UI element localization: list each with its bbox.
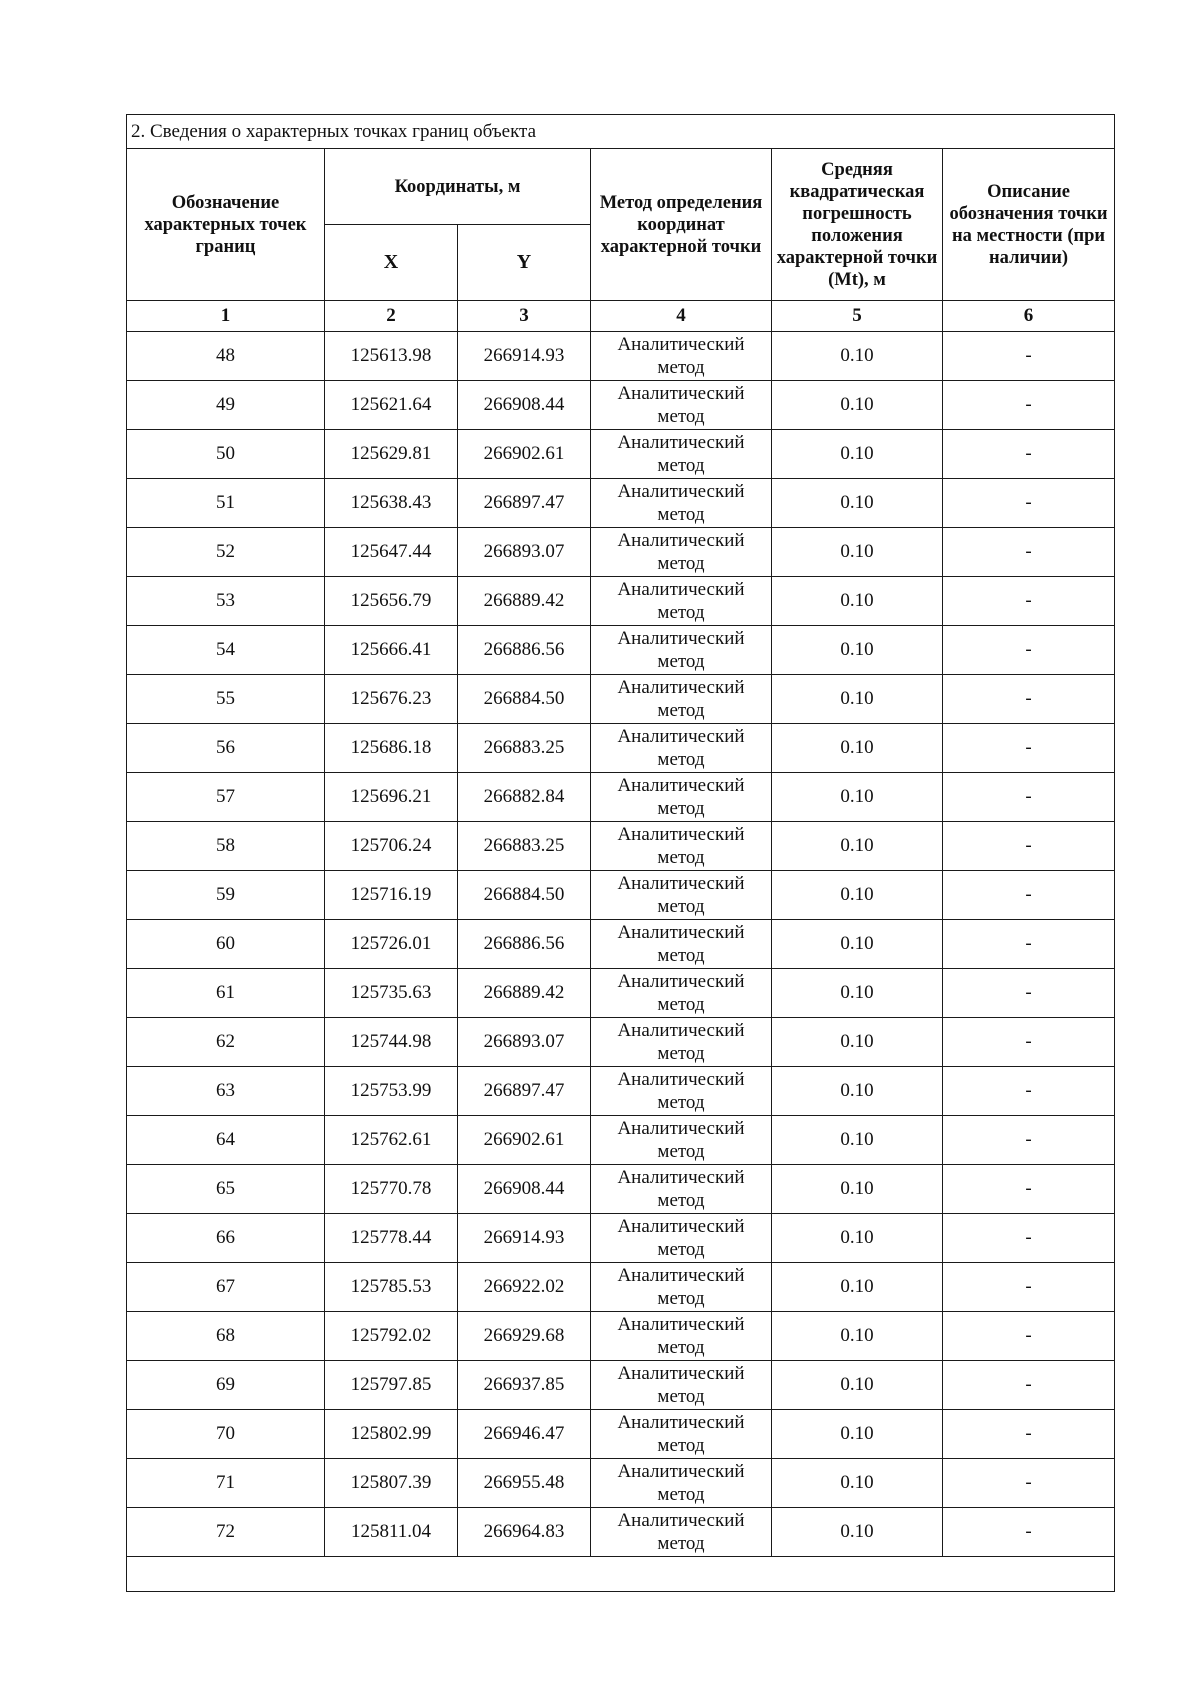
method-line-1: Аналитический	[617, 1314, 745, 1335]
table-row	[127, 969, 1115, 1018]
method-cell	[591, 871, 772, 920]
description-cell: -	[943, 332, 1115, 381]
method-line-2: метод	[657, 896, 705, 917]
table-row	[127, 1214, 1115, 1263]
mean-error-cell: 0.10	[772, 1459, 943, 1508]
method-text	[617, 480, 744, 526]
method-text	[617, 1264, 744, 1310]
method-line-2: метод	[657, 945, 705, 966]
method-text	[617, 382, 744, 428]
y-coordinate-cell: 266884.50	[458, 871, 591, 920]
y-coordinate-cell: 266883.25	[458, 724, 591, 773]
method-line-2: метод	[657, 1484, 705, 1505]
y-coordinate-cell: 266908.44	[458, 1165, 591, 1214]
mean-error-cell: 0.10	[772, 1263, 943, 1312]
description-cell: -	[943, 871, 1115, 920]
method-cell	[591, 1508, 772, 1557]
method-line-2: метод	[657, 553, 705, 574]
description-cell: -	[943, 577, 1115, 626]
point-id-cell: 55	[127, 675, 325, 724]
method-line-1: Аналитический	[617, 922, 745, 943]
method-text	[617, 970, 744, 1016]
method-cell	[591, 1018, 772, 1067]
method-line-1: Аналитический	[617, 824, 745, 845]
method-text	[617, 627, 744, 673]
mean-error-cell: 0.10	[772, 332, 943, 381]
point-id-cell: 68	[127, 1312, 325, 1361]
point-id-cell: 64	[127, 1116, 325, 1165]
mean-error-cell: 0.10	[772, 773, 943, 822]
mean-error-cell: 0.10	[772, 1165, 943, 1214]
x-coordinate-cell: 125785.53	[325, 1263, 458, 1312]
method-text	[617, 1313, 744, 1359]
x-coordinate-cell: 125629.81	[325, 430, 458, 479]
method-cell	[591, 1263, 772, 1312]
mean-error-cell: 0.10	[772, 675, 943, 724]
table-row	[127, 1361, 1115, 1410]
method-text	[617, 774, 744, 820]
method-text	[617, 1215, 744, 1261]
method-line-2: метод	[657, 798, 705, 819]
point-id-cell: 56	[127, 724, 325, 773]
method-line-1: Аналитический	[617, 334, 745, 355]
method-text	[617, 676, 744, 722]
table-row	[127, 1165, 1115, 1214]
x-coordinate-cell: 125638.43	[325, 479, 458, 528]
y-coordinate-cell: 266883.25	[458, 822, 591, 871]
column-numbers-row	[127, 301, 1115, 332]
description-cell: -	[943, 1361, 1115, 1410]
description-cell: -	[943, 1263, 1115, 1312]
description-cell: -	[943, 381, 1115, 430]
method-line-1: Аналитический	[617, 1069, 745, 1090]
method-text	[617, 1411, 744, 1457]
method-line-1: Аналитический	[617, 677, 745, 698]
table-row	[127, 1459, 1115, 1508]
point-id-cell: 50	[127, 430, 325, 479]
y-coordinate-cell: 266946.47	[458, 1410, 591, 1459]
x-coordinate-cell: 125778.44	[325, 1214, 458, 1263]
method-line-2: метод	[657, 749, 705, 770]
description-cell: -	[943, 1410, 1115, 1459]
mean-error-cell: 0.10	[772, 1067, 943, 1116]
description-cell: -	[943, 430, 1115, 479]
point-id-cell: 53	[127, 577, 325, 626]
y-coordinate-cell: 266902.61	[458, 1116, 591, 1165]
method-line-1: Аналитический	[617, 775, 745, 796]
table-row	[127, 1508, 1115, 1557]
header-mean-error: Средняя квадратическая погрешность положения характерной точки (Mt), м	[772, 149, 943, 301]
method-cell	[591, 969, 772, 1018]
empty-footer-cell	[127, 1557, 1115, 1592]
method-cell	[591, 381, 772, 430]
method-text	[617, 333, 744, 379]
header-point-designation: Обозначение характерных точек границ	[127, 149, 325, 301]
method-cell	[591, 332, 772, 381]
point-id-cell: 72	[127, 1508, 325, 1557]
mean-error-cell: 0.10	[772, 1018, 943, 1067]
y-coordinate-cell: 266882.84	[458, 773, 591, 822]
point-id-cell: 58	[127, 822, 325, 871]
table-row	[127, 479, 1115, 528]
mean-error-cell: 0.10	[772, 1508, 943, 1557]
method-text	[617, 872, 744, 918]
method-cell	[591, 1165, 772, 1214]
mean-error-cell: 0.10	[772, 920, 943, 969]
description-cell: -	[943, 1165, 1115, 1214]
point-id-cell: 54	[127, 626, 325, 675]
table-row	[127, 1067, 1115, 1116]
description-cell: -	[943, 1018, 1115, 1067]
boundary-points-table	[126, 114, 1115, 1592]
method-cell	[591, 479, 772, 528]
description-cell: -	[943, 1067, 1115, 1116]
mean-error-cell: 0.10	[772, 430, 943, 479]
description-cell: -	[943, 626, 1115, 675]
method-cell	[591, 1410, 772, 1459]
method-line-2: метод	[657, 1533, 705, 1554]
method-cell	[591, 577, 772, 626]
method-line-2: метод	[657, 700, 705, 721]
y-coordinate-cell: 266914.93	[458, 1214, 591, 1263]
method-line-2: метод	[657, 994, 705, 1015]
method-line-1: Аналитический	[617, 1510, 745, 1531]
point-id-cell: 52	[127, 528, 325, 577]
y-coordinate-cell: 266884.50	[458, 675, 591, 724]
method-cell	[591, 920, 772, 969]
method-line-1: Аналитический	[617, 432, 745, 453]
table-row	[127, 822, 1115, 871]
point-id-cell: 67	[127, 1263, 325, 1312]
method-line-2: метод	[657, 1141, 705, 1162]
table-row	[127, 528, 1115, 577]
x-coordinate-cell: 125666.41	[325, 626, 458, 675]
description-cell: -	[943, 1116, 1115, 1165]
method-line-2: метод	[657, 1288, 705, 1309]
y-coordinate-cell: 266889.42	[458, 577, 591, 626]
point-id-cell: 51	[127, 479, 325, 528]
method-line-2: метод	[657, 602, 705, 623]
point-id-cell: 70	[127, 1410, 325, 1459]
y-coordinate-cell: 266889.42	[458, 969, 591, 1018]
method-line-1: Аналитический	[617, 1216, 745, 1237]
column-number: 6	[943, 301, 1115, 332]
description-cell: -	[943, 969, 1115, 1018]
method-line-1: Аналитический	[617, 579, 745, 600]
header-coordinates: Координаты, м	[325, 149, 591, 225]
method-cell	[591, 1459, 772, 1508]
method-text	[617, 725, 744, 771]
method-line-2: метод	[657, 1337, 705, 1358]
method-line-1: Аналитический	[617, 1167, 745, 1188]
header-description: Описание обозначения точки на местности (при наличии)	[943, 149, 1115, 301]
table-row	[127, 1263, 1115, 1312]
method-line-1: Аналитический	[617, 1118, 745, 1139]
point-id-cell: 62	[127, 1018, 325, 1067]
method-cell	[591, 1361, 772, 1410]
method-cell	[591, 1214, 772, 1263]
header-x: X	[325, 225, 458, 301]
x-coordinate-cell: 125770.78	[325, 1165, 458, 1214]
method-line-2: метод	[657, 847, 705, 868]
section-title: 2. Сведения о характерных точках границ объекта	[127, 115, 1115, 149]
description-cell: -	[943, 675, 1115, 724]
table-row	[127, 1116, 1115, 1165]
description-cell: -	[943, 724, 1115, 773]
mean-error-cell: 0.10	[772, 1410, 943, 1459]
method-line-1: Аналитический	[617, 530, 745, 551]
y-coordinate-cell: 266897.47	[458, 1067, 591, 1116]
table-row	[127, 1018, 1115, 1067]
description-cell: -	[943, 479, 1115, 528]
mean-error-cell: 0.10	[772, 822, 943, 871]
method-text	[617, 431, 744, 477]
header-y: Y	[458, 225, 591, 301]
x-coordinate-cell: 125613.98	[325, 332, 458, 381]
description-cell: -	[943, 528, 1115, 577]
description-cell: -	[943, 1312, 1115, 1361]
method-line-2: метод	[657, 455, 705, 476]
column-number: 1	[127, 301, 325, 332]
method-text	[617, 1362, 744, 1408]
table-row	[127, 920, 1115, 969]
method-line-1: Аналитический	[617, 1461, 745, 1482]
point-id-cell: 61	[127, 969, 325, 1018]
description-cell: -	[943, 1459, 1115, 1508]
y-coordinate-cell: 266929.68	[458, 1312, 591, 1361]
y-coordinate-cell: 266886.56	[458, 626, 591, 675]
method-line-1: Аналитический	[617, 971, 745, 992]
method-cell	[591, 430, 772, 479]
x-coordinate-cell: 125676.23	[325, 675, 458, 724]
mean-error-cell: 0.10	[772, 1312, 943, 1361]
method-text	[617, 1068, 744, 1114]
method-line-2: метод	[657, 504, 705, 525]
method-text	[617, 823, 744, 869]
x-coordinate-cell: 125706.24	[325, 822, 458, 871]
point-id-cell: 71	[127, 1459, 325, 1508]
method-text	[617, 1460, 744, 1506]
table-row	[127, 773, 1115, 822]
mean-error-cell: 0.10	[772, 479, 943, 528]
x-coordinate-cell: 125807.39	[325, 1459, 458, 1508]
x-coordinate-cell: 125686.18	[325, 724, 458, 773]
method-text	[617, 529, 744, 575]
method-cell	[591, 1067, 772, 1116]
method-line-2: метод	[657, 1435, 705, 1456]
method-line-1: Аналитический	[617, 1363, 745, 1384]
description-cell: -	[943, 773, 1115, 822]
method-line-1: Аналитический	[617, 726, 745, 747]
mean-error-cell: 0.10	[772, 381, 943, 430]
y-coordinate-cell: 266897.47	[458, 479, 591, 528]
table-row	[127, 724, 1115, 773]
x-coordinate-cell: 125762.61	[325, 1116, 458, 1165]
table-body	[127, 332, 1115, 1557]
point-id-cell: 57	[127, 773, 325, 822]
method-line-2: метод	[657, 1239, 705, 1260]
x-coordinate-cell: 125726.01	[325, 920, 458, 969]
description-cell: -	[943, 822, 1115, 871]
method-line-1: Аналитический	[617, 1265, 745, 1286]
method-cell	[591, 822, 772, 871]
mean-error-cell: 0.10	[772, 1116, 943, 1165]
table-row	[127, 1410, 1115, 1459]
method-line-2: метод	[657, 1092, 705, 1113]
point-id-cell: 65	[127, 1165, 325, 1214]
method-line-2: метод	[657, 651, 705, 672]
method-line-2: метод	[657, 357, 705, 378]
column-number: 5	[772, 301, 943, 332]
method-cell	[591, 1116, 772, 1165]
method-cell	[591, 1312, 772, 1361]
method-cell	[591, 773, 772, 822]
method-text	[617, 1509, 744, 1555]
method-cell	[591, 626, 772, 675]
table-row	[127, 577, 1115, 626]
method-text	[617, 1019, 744, 1065]
mean-error-cell: 0.10	[772, 871, 943, 920]
mean-error-cell: 0.10	[772, 1361, 943, 1410]
table-row	[127, 1312, 1115, 1361]
y-coordinate-cell: 266893.07	[458, 528, 591, 577]
method-line-2: метод	[657, 406, 705, 427]
method-line-1: Аналитический	[617, 481, 745, 502]
description-cell: -	[943, 920, 1115, 969]
x-coordinate-cell: 125735.63	[325, 969, 458, 1018]
mean-error-cell: 0.10	[772, 626, 943, 675]
method-line-1: Аналитический	[617, 1020, 745, 1041]
y-coordinate-cell: 266955.48	[458, 1459, 591, 1508]
column-number: 3	[458, 301, 591, 332]
y-coordinate-cell: 266902.61	[458, 430, 591, 479]
x-coordinate-cell: 125647.44	[325, 528, 458, 577]
method-line-2: метод	[657, 1190, 705, 1211]
y-coordinate-cell: 266937.85	[458, 1361, 591, 1410]
method-text	[617, 1166, 744, 1212]
y-coordinate-cell: 266908.44	[458, 381, 591, 430]
empty-footer-row	[127, 1557, 1115, 1592]
mean-error-cell: 0.10	[772, 528, 943, 577]
mean-error-cell: 0.10	[772, 969, 943, 1018]
x-coordinate-cell: 125792.02	[325, 1312, 458, 1361]
x-coordinate-cell: 125802.99	[325, 1410, 458, 1459]
method-text	[617, 578, 744, 624]
description-cell: -	[943, 1214, 1115, 1263]
table-row	[127, 430, 1115, 479]
mean-error-cell: 0.10	[772, 1214, 943, 1263]
method-line-1: Аналитический	[617, 628, 745, 649]
header-method: Метод определения координат характерной точки	[591, 149, 772, 301]
method-text	[617, 1117, 744, 1163]
y-coordinate-cell: 266914.93	[458, 332, 591, 381]
x-coordinate-cell: 125621.64	[325, 381, 458, 430]
column-number: 2	[325, 301, 458, 332]
table-row	[127, 332, 1115, 381]
y-coordinate-cell: 266886.56	[458, 920, 591, 969]
table-row	[127, 675, 1115, 724]
method-cell	[591, 675, 772, 724]
point-id-cell: 60	[127, 920, 325, 969]
point-id-cell: 49	[127, 381, 325, 430]
document-sheet	[126, 114, 1114, 1592]
y-coordinate-cell: 266964.83	[458, 1508, 591, 1557]
y-coordinate-cell: 266922.02	[458, 1263, 591, 1312]
table-row	[127, 871, 1115, 920]
method-line-1: Аналитический	[617, 873, 745, 894]
table-row	[127, 381, 1115, 430]
x-coordinate-cell: 125716.19	[325, 871, 458, 920]
description-cell: -	[943, 1508, 1115, 1557]
mean-error-cell: 0.10	[772, 577, 943, 626]
x-coordinate-cell: 125656.79	[325, 577, 458, 626]
method-line-2: метод	[657, 1386, 705, 1407]
x-coordinate-cell: 125811.04	[325, 1508, 458, 1557]
point-id-cell: 48	[127, 332, 325, 381]
method-cell	[591, 724, 772, 773]
x-coordinate-cell: 125797.85	[325, 1361, 458, 1410]
point-id-cell: 66	[127, 1214, 325, 1263]
y-coordinate-cell: 266893.07	[458, 1018, 591, 1067]
x-coordinate-cell: 125696.21	[325, 773, 458, 822]
point-id-cell: 59	[127, 871, 325, 920]
point-id-cell: 69	[127, 1361, 325, 1410]
x-coordinate-cell: 125753.99	[325, 1067, 458, 1116]
mean-error-cell: 0.10	[772, 724, 943, 773]
method-line-2: метод	[657, 1043, 705, 1064]
method-text	[617, 921, 744, 967]
x-coordinate-cell: 125744.98	[325, 1018, 458, 1067]
method-cell	[591, 528, 772, 577]
point-id-cell: 63	[127, 1067, 325, 1116]
table-row	[127, 626, 1115, 675]
method-line-1: Аналитический	[617, 1412, 745, 1433]
column-number: 4	[591, 301, 772, 332]
method-line-1: Аналитический	[617, 383, 745, 404]
